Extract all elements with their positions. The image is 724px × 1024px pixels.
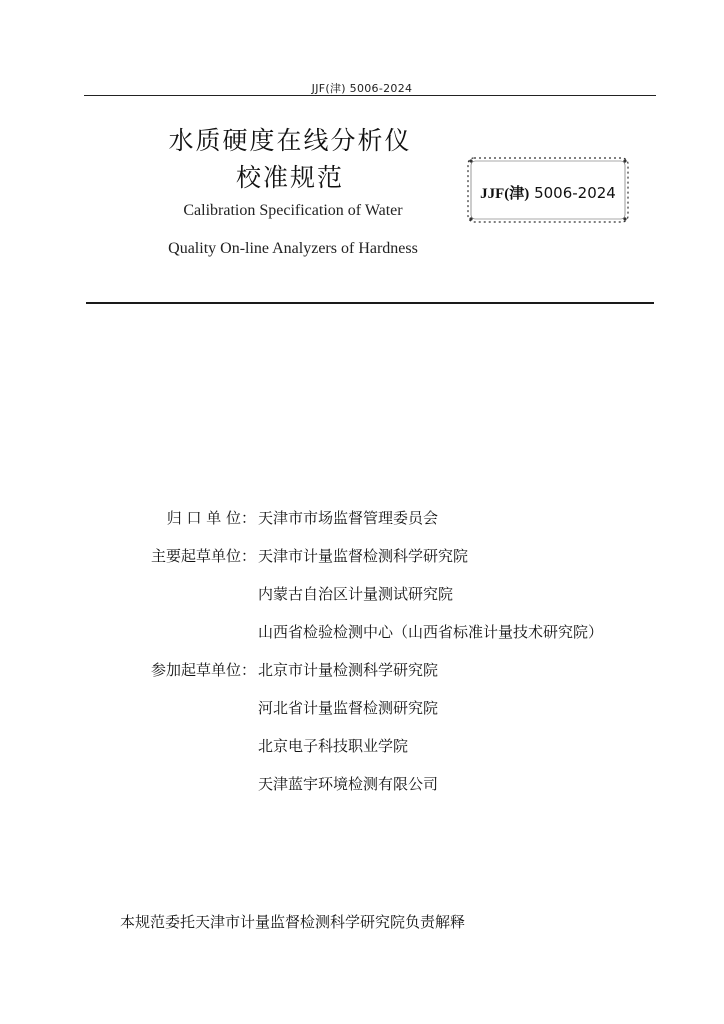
footer-note: 本规范委托天津市计量监督检测科学研究院负责解释	[120, 913, 466, 931]
title-rule	[86, 302, 654, 304]
drafting-label: 主要起草单位：	[150, 547, 256, 565]
header-rule	[84, 95, 656, 96]
code-box-text	[466, 182, 630, 203]
participating-org: 河北省计量监督检测研究院	[258, 699, 439, 717]
code-box	[466, 156, 630, 224]
drafting-org: 天津市计量监督检测科学研究院	[258, 547, 469, 565]
title-cn-line1: 水质硬度在线分析仪	[168, 126, 412, 155]
title-en-line1: Calibration Specification of Water	[183, 202, 403, 219]
header-code: JJF(津) 5006-2024	[311, 82, 413, 95]
responsible-label: 归 口 单 位：	[166, 509, 256, 527]
participating-org: 北京电子科技职业学院	[258, 737, 409, 755]
code-box-prefix: JJF(津)	[480, 186, 530, 202]
drafting-org: 山西省检验检测中心（山西省标准计量技术研究院）	[258, 623, 604, 641]
title-cn-line2: 校准规范	[235, 163, 344, 192]
participating-org: 天津蓝宇环境检测有限公司	[258, 775, 439, 793]
participating-label: 参加起草单位：	[150, 661, 256, 679]
participating-org: 北京市计量检测科学研究院	[258, 661, 439, 679]
title-en-line2: Quality On-line Analyzers of Hardness	[168, 240, 418, 257]
responsible-org: 天津市市场监督管理委员会	[258, 509, 439, 527]
drafting-org: 内蒙古自治区计量测试研究院	[258, 585, 454, 603]
code-box-number: 5006-2024	[534, 184, 616, 202]
